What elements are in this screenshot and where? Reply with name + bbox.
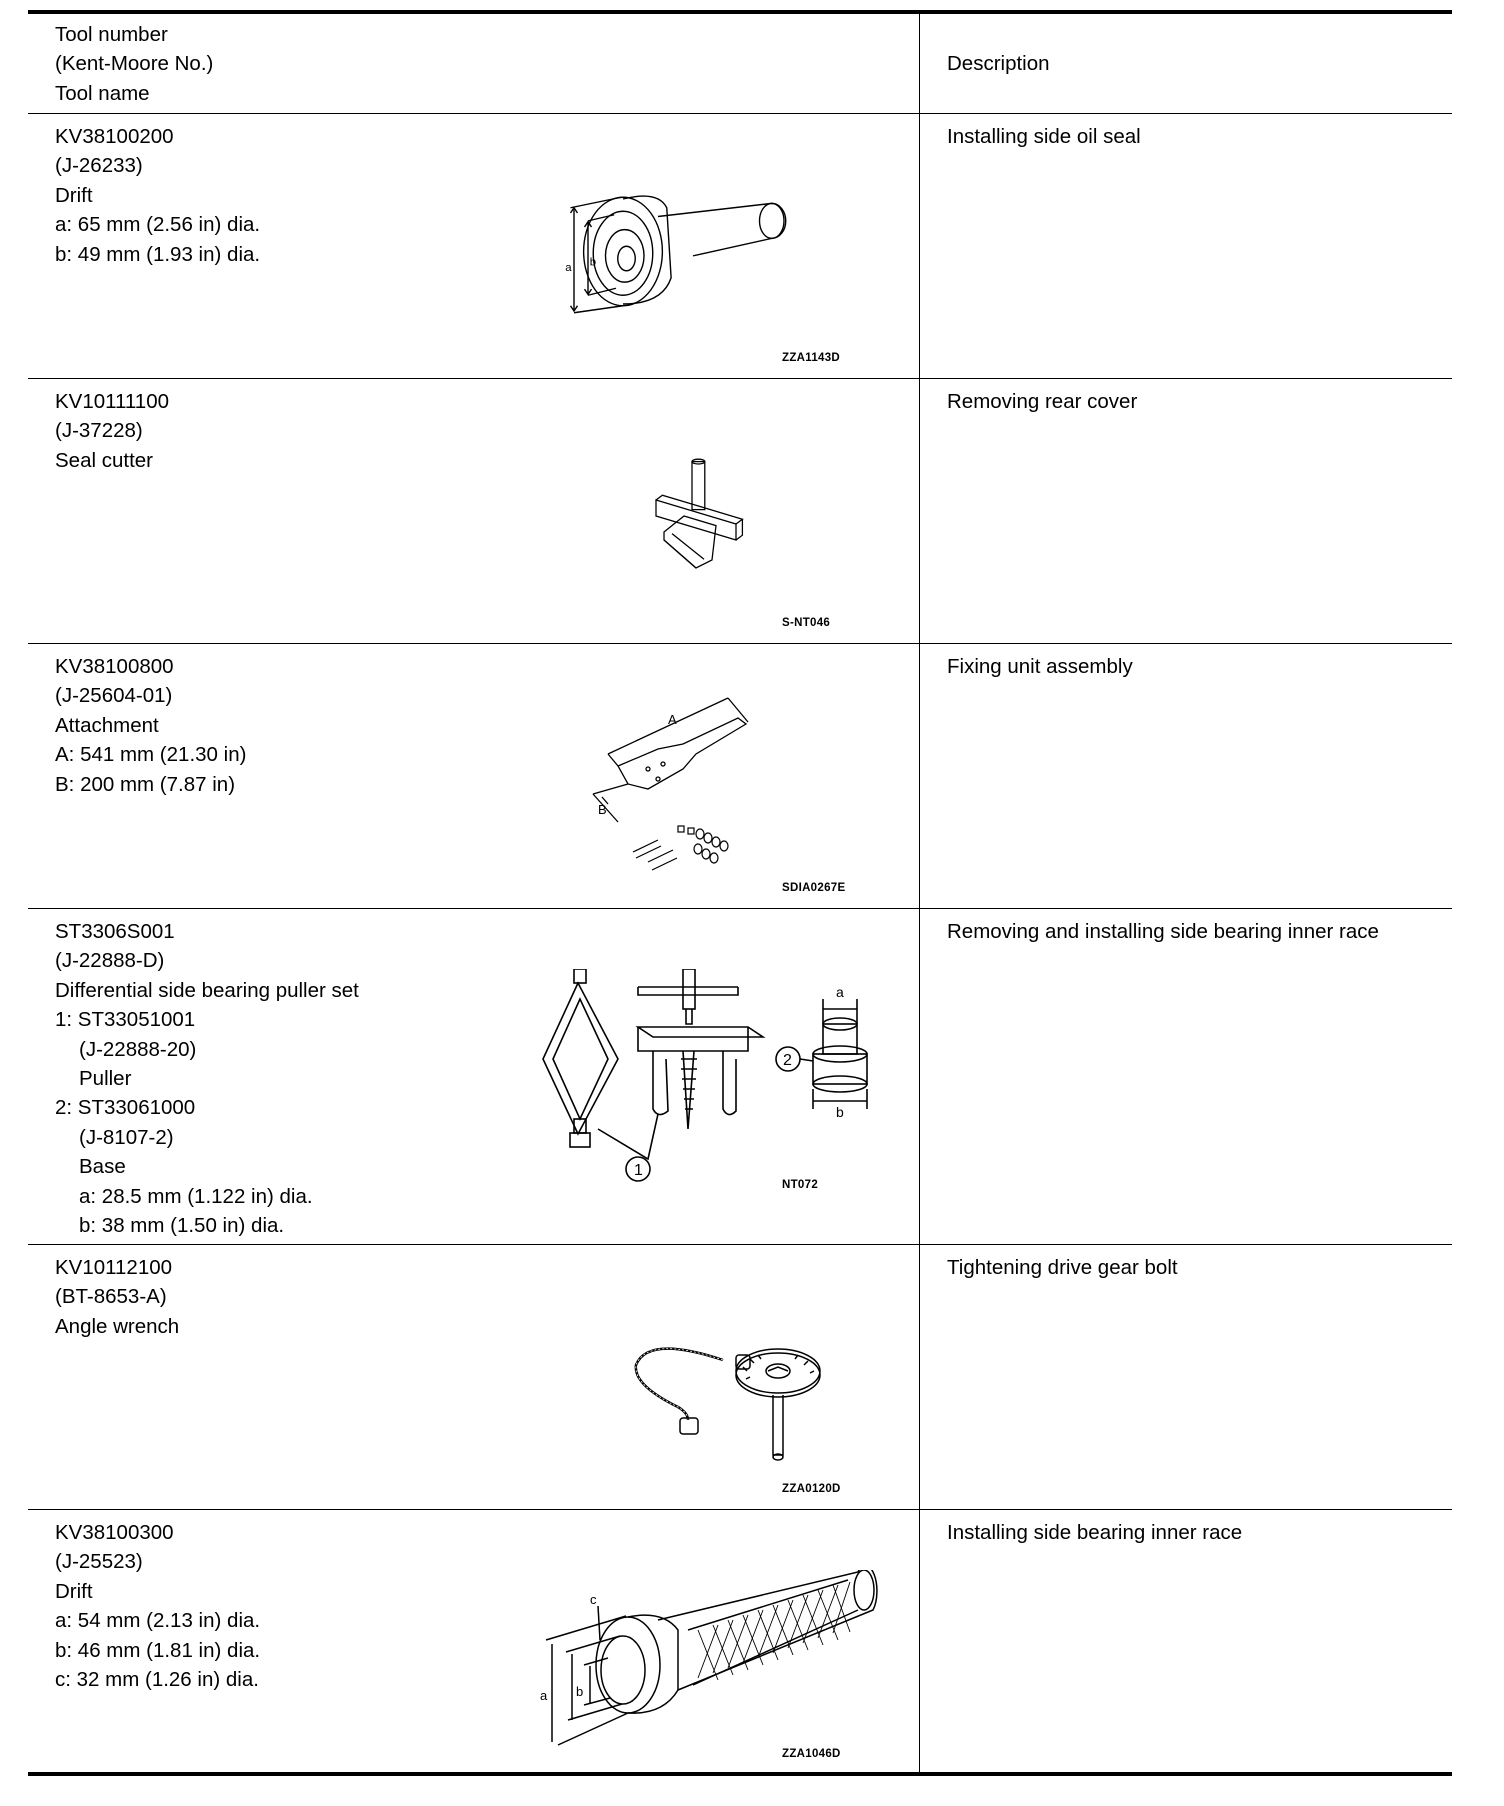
description-cell xyxy=(920,644,1452,908)
description-cell xyxy=(920,909,1452,1244)
fig-label: 1 xyxy=(634,1162,643,1179)
tool-spec: b: 49 mm (1.93 in) dia. xyxy=(55,242,261,266)
description-cell xyxy=(920,379,1452,643)
part-name: Puller xyxy=(79,1067,132,1091)
table-row xyxy=(28,909,1452,1245)
tool-number: KV38100800 xyxy=(55,655,174,678)
tool-name: Drift xyxy=(55,183,93,207)
tool-kent-moore: (BT-8653-A) xyxy=(55,1285,167,1309)
tool-cell xyxy=(28,379,920,643)
tool-number: ST3306S001 xyxy=(55,920,175,943)
tool-number: KV38100200 xyxy=(55,125,174,148)
drift-illustration xyxy=(518,169,868,369)
tool-number: KV38100300 xyxy=(55,1521,174,1544)
part-name: Base xyxy=(79,1155,126,1179)
part-kent-moore: (J-8107-2) xyxy=(79,1125,174,1149)
tool-kent-moore: (J-22888-D) xyxy=(55,949,165,973)
fig-label: c xyxy=(590,1592,597,1607)
special-service-tools-table xyxy=(28,10,1452,1776)
attachment-illustration xyxy=(588,694,788,884)
fig-label: 2 xyxy=(783,1052,792,1069)
image-code: ZZA1143D xyxy=(782,352,841,364)
image-code: ZZA1046D xyxy=(782,1748,841,1760)
tool-cell xyxy=(28,644,920,908)
tool-description: Installing side oil seal xyxy=(947,125,1141,148)
tool-number: KV10111100 xyxy=(55,390,169,413)
image-code: SDIA0267E xyxy=(782,882,846,894)
description-cell xyxy=(920,114,1452,378)
tool-description: Removing rear cover xyxy=(947,390,1138,413)
fig-label: A xyxy=(668,712,677,727)
header-tool-number: Tool number xyxy=(55,23,168,46)
tool-cell xyxy=(28,1510,920,1772)
header-description-cell xyxy=(920,14,1452,113)
fig-label: b xyxy=(589,256,597,269)
puller-set-illustration xyxy=(538,969,898,1209)
tool-description: Installing side bearing inner race xyxy=(947,1521,1243,1544)
tool-spec: A: 541 mm (21.30 in) xyxy=(55,743,247,767)
tool-description: Tightening drive gear bolt xyxy=(947,1256,1178,1279)
tool-spec: a: 28.5 mm (1.122 in) dia. xyxy=(79,1184,313,1208)
fig-label: a xyxy=(836,984,844,1000)
tool-description: Removing and installing side bearing inner race xyxy=(947,920,1379,943)
fig-label: b xyxy=(836,1104,844,1120)
tool-spec: a: 65 mm (2.56 in) dia. xyxy=(55,213,261,237)
tool-spec: a: 54 mm (2.13 in) dia. xyxy=(55,1609,261,1633)
tool-kent-moore: (J-25604-01) xyxy=(55,684,173,708)
tool-spec: b: 46 mm (1.81 in) dia. xyxy=(55,1638,261,1662)
tool-kent-moore: (J-25523) xyxy=(55,1550,143,1574)
tool-description: Fixing unit assembly xyxy=(947,655,1133,678)
tool-name: Differential side bearing puller set xyxy=(55,978,359,1002)
table-header-row xyxy=(28,14,1452,114)
table-row xyxy=(28,379,1452,644)
tool-cell xyxy=(28,114,920,378)
image-code: ZZA0120D xyxy=(782,1483,841,1495)
fig-label: a xyxy=(540,1688,548,1703)
tool-name: Attachment xyxy=(55,713,159,737)
description-cell xyxy=(920,1510,1452,1772)
header-tool-name: Tool name xyxy=(55,81,150,105)
table-row xyxy=(28,1510,1452,1772)
tool-cell xyxy=(28,1245,920,1509)
tool-cell xyxy=(28,909,920,1244)
tool-spec: B: 200 mm (7.87 in) xyxy=(55,772,236,796)
tool-name: Seal cutter xyxy=(55,448,153,472)
fig-label: b xyxy=(576,1684,584,1699)
description-cell xyxy=(920,1245,1452,1509)
fig-label: B xyxy=(598,802,607,817)
tool-name: Angle wrench xyxy=(55,1314,180,1338)
header-kent-moore: (Kent-Moore No.) xyxy=(55,52,214,76)
table-row xyxy=(28,114,1452,379)
tool-number: KV10112100 xyxy=(55,1256,173,1279)
table-row xyxy=(28,1245,1452,1510)
seal-cutter-illustration xyxy=(648,449,808,599)
tool-name: Drift xyxy=(55,1579,93,1603)
tool-spec: c: 32 mm (1.26 in) dia. xyxy=(55,1668,259,1692)
part-number: 2: ST33061000 xyxy=(55,1096,196,1120)
image-code: S-NT046 xyxy=(782,617,831,629)
angle-wrench-illustration xyxy=(628,1315,848,1465)
tool-kent-moore: (J-26233) xyxy=(55,154,143,178)
tool-spec: b: 38 mm (1.50 in) dia. xyxy=(79,1214,285,1238)
fig-label: a xyxy=(565,261,572,274)
header-description: Description xyxy=(947,52,1050,75)
header-tool-cell xyxy=(28,14,920,113)
part-kent-moore: (J-22888-20) xyxy=(79,1037,197,1061)
part-number: 1: ST33051001 xyxy=(55,1008,196,1032)
drift-illustration xyxy=(528,1570,888,1770)
tool-kent-moore: (J-37228) xyxy=(55,419,143,443)
image-code: NT072 xyxy=(782,1179,819,1191)
table-row xyxy=(28,644,1452,909)
